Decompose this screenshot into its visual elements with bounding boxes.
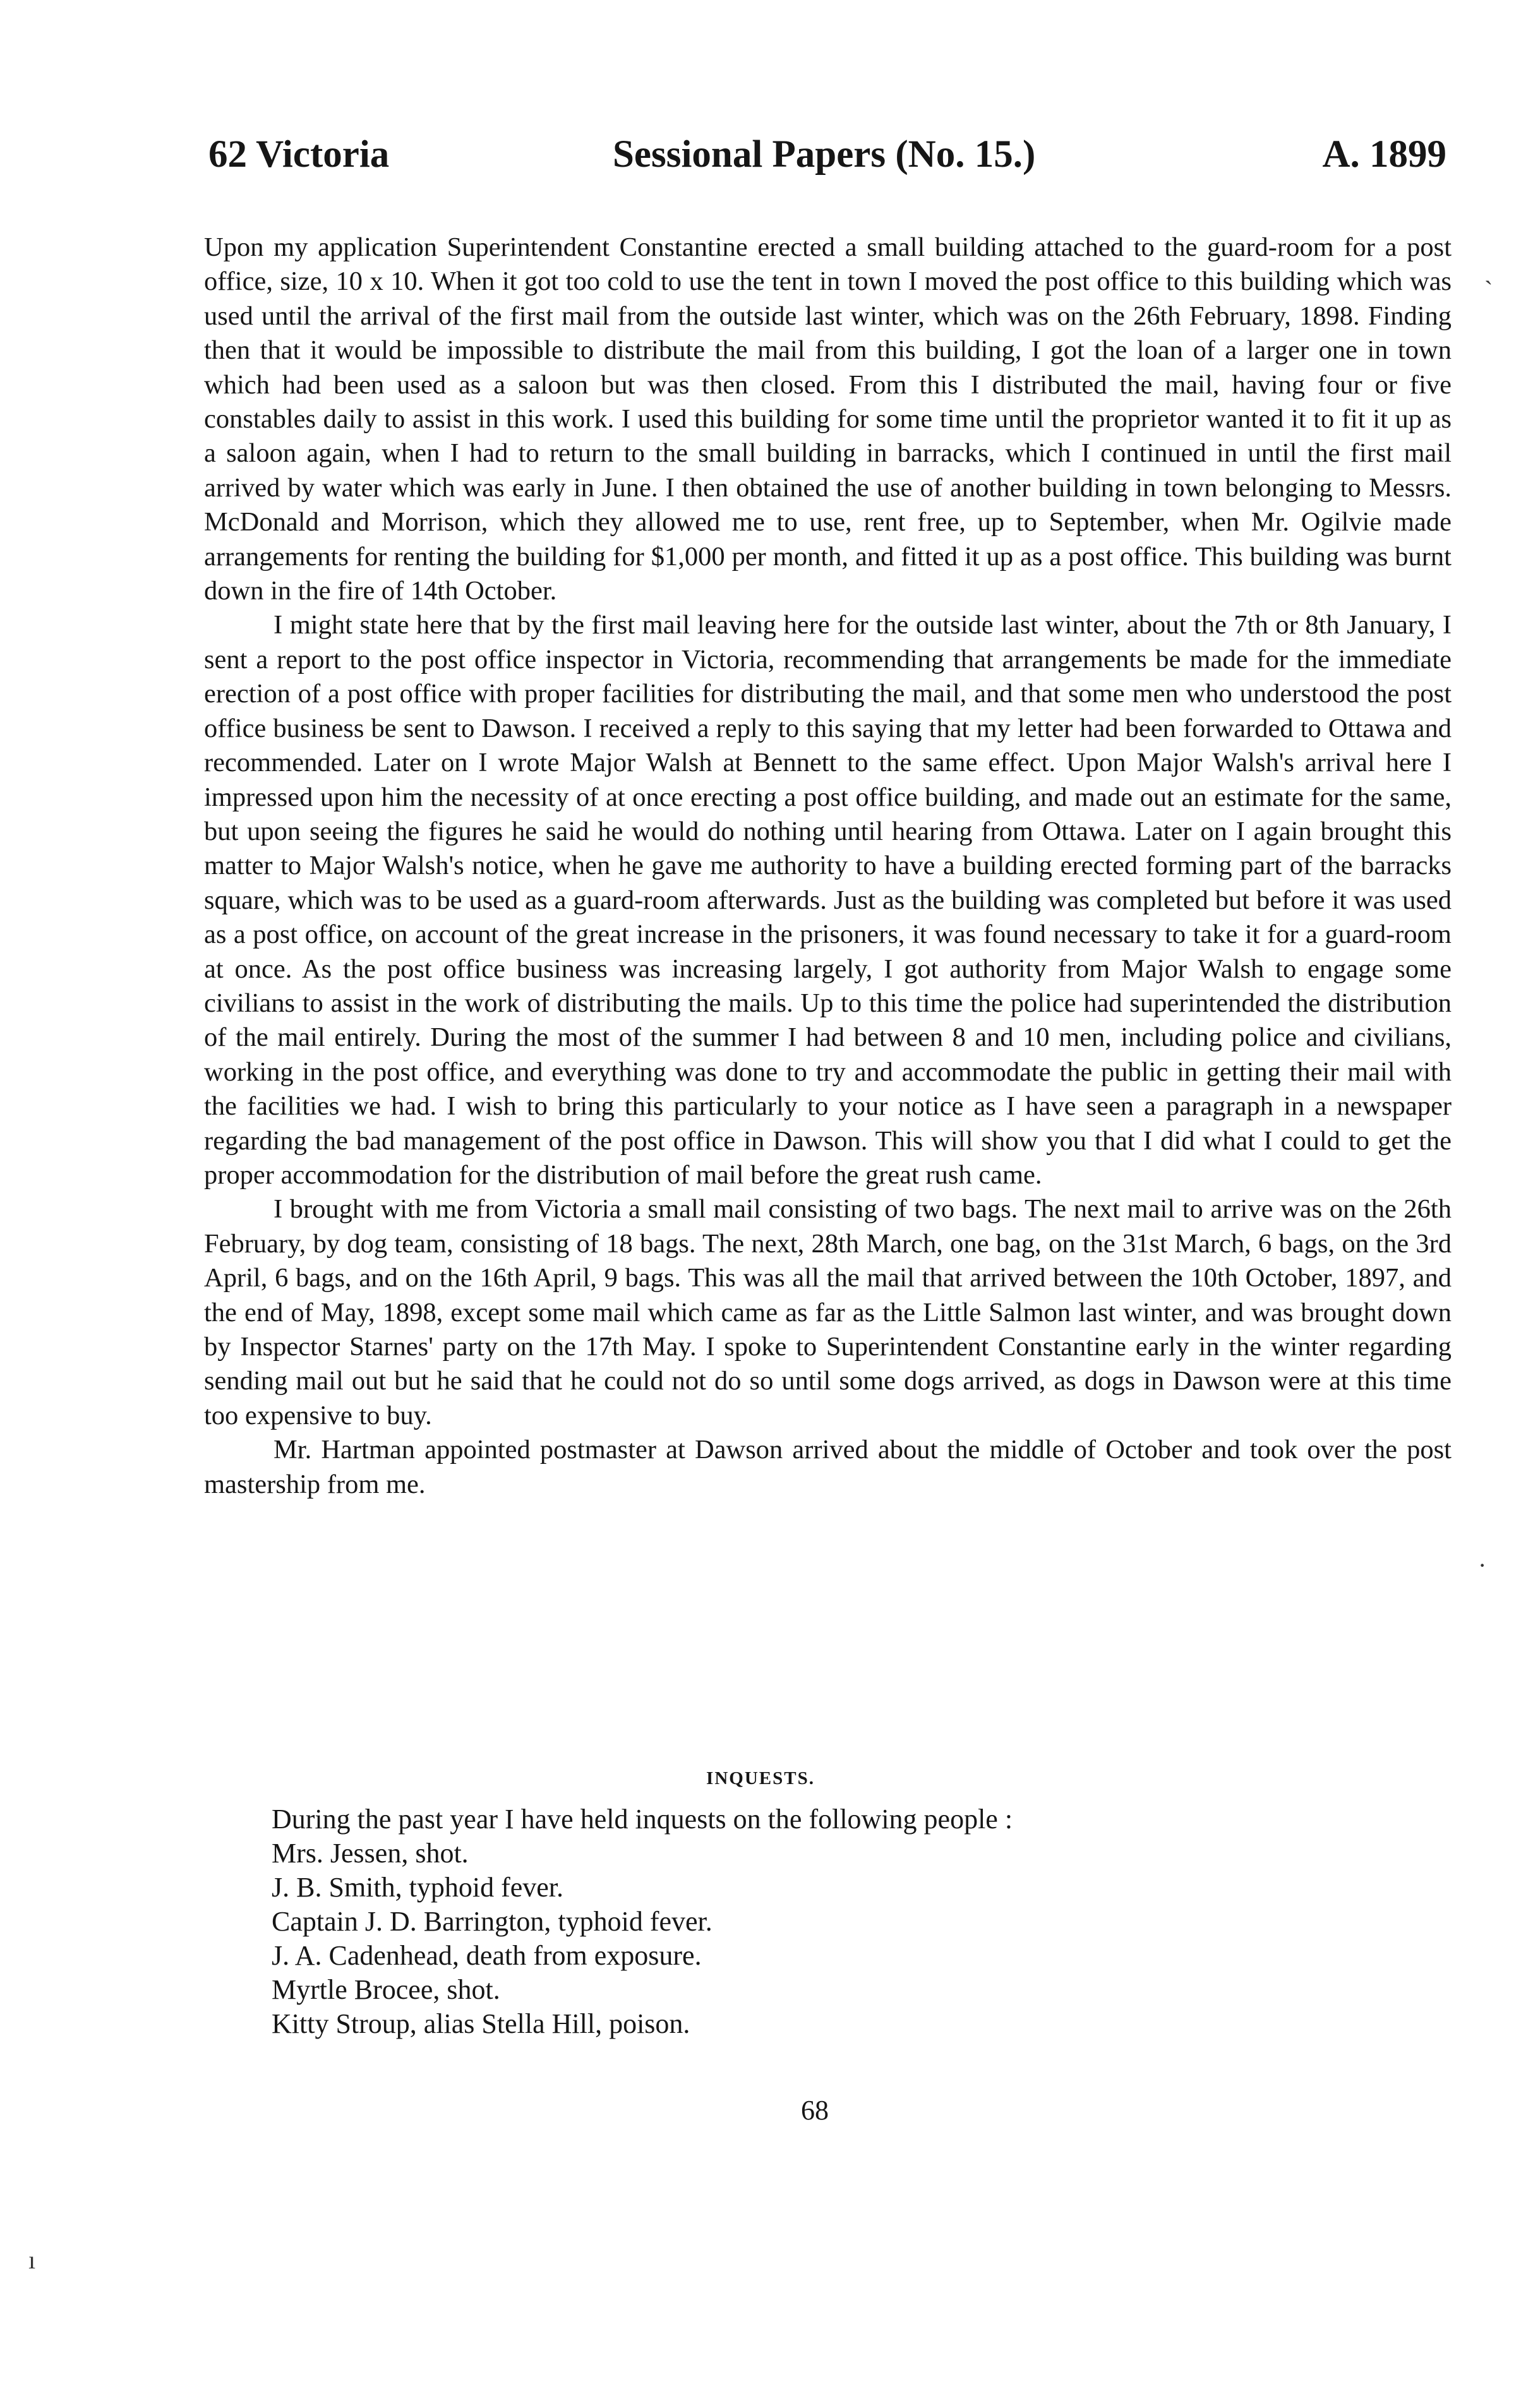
paragraph-report-to-inspector: I might state here that by the first mail leaving here for the outside last winter, about the 7th or 8th January, I sent a report to the post office inspector in Victoria, recommending that arrangements be made for the immediate erection of a post office with proper facilities for distributing the mail, and that some men who understood the post office business be sent to Dawson. I received a reply to this saying that my letter had been forwarded to Ottawa and recommended. Later on I wrote Major Walsh at Bennett to the same effect. Upon Major Walsh's arrival here I impressed upon him the necessity of at once erecting a post office building, and made out an estimate for the same, but upon seeing the figures he said he would do nothing until hearing from Ottawa. Later on I again brought this matter to Major Walsh's notice, when he gave me authority to have a building erected forming part of the barracks square, which was to be used as a guard-room afterwards. Just as the building was completed but before it was used as a post office, on account of the great increase in the prisoners, it was found necessary to take it for a guard-room at once. As the post office business was increasing largely, I got authority from Major Walsh to engage some civilians to assist in the work of distributing the mails. Up to this time the police had superintended the distribution of the mail entirely. During the most of the summer I had between 8 and 10 men, including police and civilians, working in the post office, and everything was done to try and accommodate the public in getting their mail with the facilities we had. I wish to bring this particularly to your notice as I have seen a paragraph in a newspaper regarding the bad management of the post office in Dawson. This will show you that I did what I could to get the proper accommodation for the distribution of mail before the great rush came.: [204, 610, 1452, 1190]
section-heading-inquests: INQUESTS.: [706, 1768, 815, 1788]
page-number: 68: [801, 2095, 829, 2126]
list-item: Kitty Stroup, alias Stella Hill, poison.: [272, 2008, 690, 2039]
header-year: A. 1899: [1322, 133, 1446, 176]
inquest-intro: During the past year I have held inquests on the following people :: [272, 1804, 1013, 1835]
list-item: Mrs. Jessen, shot.: [272, 1838, 469, 1869]
list-item: J. A. Cadenhead, death from exposure.: [272, 1940, 702, 1971]
inquest-block: [272, 1802, 1446, 2041]
margin-mark: ˏ: [1484, 256, 1493, 285]
list-item: Captain J. D. Barrington, typhoid fever.: [272, 1906, 712, 1937]
inquest-list: [272, 1836, 1446, 2041]
body-text: [204, 231, 1452, 1502]
paragraph-post-office-building: Upon my application Superintendent Constantine erected a small building attached to the guard-room for a post office, size, 10 x 10. When it got too cold to use the tent in town I moved the post office to this building which was used until the arrival of the first mail from the outside last winter, which was on the 26th February, 1898. Finding then that it would be impossible to distribute the mail from this building, I got the loan of a larger one in town which had been used as a saloon but was then closed. From this I distributed the mail, having four or five constables daily to assist in this work. I used this building for some time until the proprietor wanted it to fit it up as a saloon again, when I had to return to the small building in barracks, which I continued in until the first mail arrived by water which was early in June. I then obtained the use of another building in town belonging to Messrs. McDonald and Morrison, which they allowed me to use, rent free, up to September, when Mr. Ogilvie made arrangements for renting the building for $1,000 per month, and fitted it up as a post office. This building was burnt down in the fire of 14th October.: [204, 232, 1452, 606]
page-header: [208, 133, 1446, 189]
margin-mark: ·: [1478, 1551, 1487, 1579]
list-item: J. B. Smith, typhoid fever.: [272, 1872, 563, 1903]
list-item: Myrtle Brocee, shot.: [272, 1974, 500, 2005]
header-title: Sessional Papers (No. 15.): [613, 133, 1036, 176]
paragraph-mail-arrivals: I brought with me from Victoria a small mail consisting of two bags. The next mail to arrive was on the 26th February, by dog team, consisting of 18 bags. The next, 28th March, one bag, on the 31st March, 6 bags, on the 3rd April, 6 bags, and on the 16th April, 9 bags. This was all the mail that arrived between the 10th October, 1897, and the end of May, 1898, except some mail which came as far as the Little Salmon last winter, and was brought down by Inspector Starnes' party on the 17th May. I spoke to Superintendent Constantine early in the winter regarding sending mail out but he said that he could not do so until some dogs arrived, as dogs in Dawson were at this time too expensive to buy.: [204, 1194, 1452, 1430]
margin-mark: ı: [28, 2246, 36, 2274]
header-volume: 62 Victoria: [208, 133, 390, 176]
paragraph-postmaster-hartman: Mr. Hartman appointed postmaster at Dawson arrived about the middle of October and took over the post mastership from me.: [204, 1435, 1452, 1499]
